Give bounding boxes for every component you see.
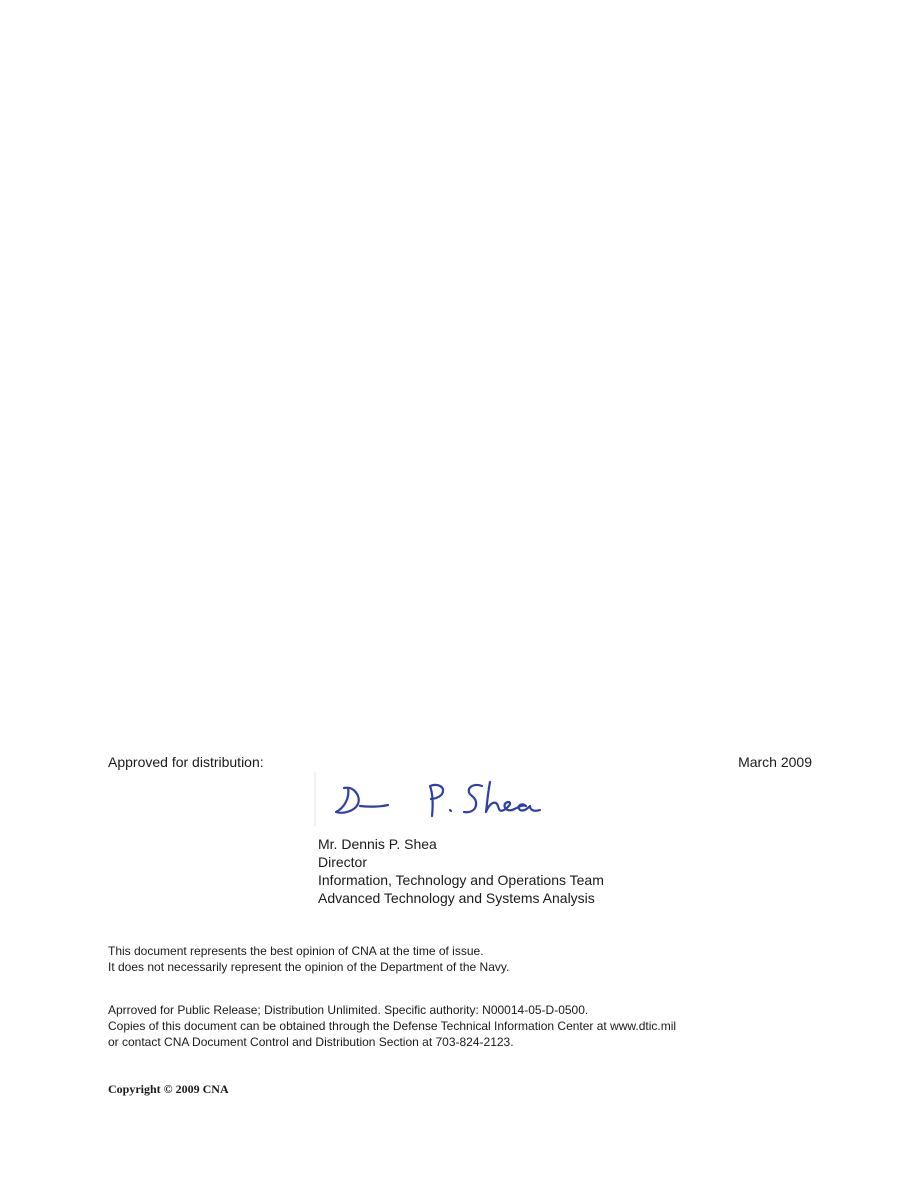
- signer-division: Advanced Technology and Systems Analysis: [318, 890, 595, 906]
- signer-block: [318, 835, 604, 907]
- release-line: Aprroved for Public Release; Distribution Unlimited. Specific authority: N00014-05-D-0500.: [108, 1003, 589, 1017]
- copyright-notice: Copyright © 2009 CNA: [108, 1082, 229, 1096]
- release-line: or contact CNA Document Control and Distribution Section at 703-824-2123.: [108, 1035, 514, 1049]
- signature-image: [314, 772, 576, 826]
- disclaimer: [108, 943, 509, 975]
- signer-name: Mr. Dennis P. Shea: [318, 836, 437, 852]
- release-statement: [108, 1002, 676, 1050]
- disclaimer-line: It does not necessarily represent the opinion of the Department of the Navy.: [108, 960, 510, 974]
- signer-team: Information, Technology and Operations Team: [318, 872, 604, 888]
- approval-label: Approved for distribution:: [108, 754, 264, 770]
- approval-date: March 2009: [738, 754, 812, 770]
- release-line: Copies of this document can be obtained through the Defense Technical Information Center at www.dtic.mil: [108, 1019, 677, 1033]
- signer-title: Director: [318, 854, 368, 870]
- disclaimer-line: This document represents the best opinion of CNA at the time of issue.: [108, 944, 484, 958]
